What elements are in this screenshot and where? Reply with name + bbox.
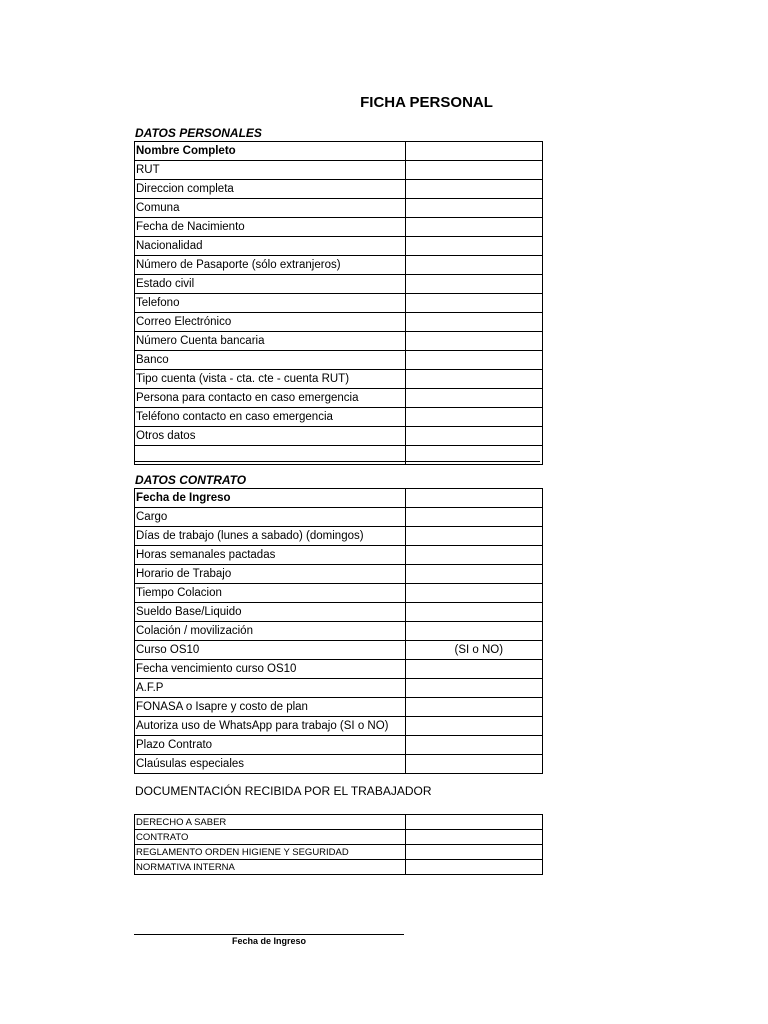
field-value[interactable] bbox=[406, 527, 543, 546]
table-row bbox=[135, 641, 543, 660]
field-label: Otros datos bbox=[135, 427, 406, 446]
field-label: Tipo cuenta (vista - cta. cte - cuenta RUT) bbox=[135, 370, 406, 389]
field-label: Cargo bbox=[135, 508, 406, 527]
table-row bbox=[135, 161, 543, 180]
table-row bbox=[135, 736, 543, 755]
field-value[interactable] bbox=[406, 294, 543, 313]
field-label: Número de Pasaporte (sólo extranjeros) bbox=[135, 256, 406, 275]
field-label: Nacionalidad bbox=[135, 237, 406, 256]
field-value[interactable] bbox=[406, 161, 543, 180]
field-label: Horas semanales pactadas bbox=[135, 546, 406, 565]
field-label: Nombre Completo bbox=[135, 142, 406, 161]
table-row bbox=[135, 408, 543, 427]
field-label: Claúsulas especiales bbox=[135, 755, 406, 774]
page-title: FICHA PERSONAL bbox=[360, 94, 493, 111]
table-row bbox=[135, 199, 543, 218]
table-row bbox=[135, 294, 543, 313]
table-row bbox=[135, 830, 543, 845]
document-check[interactable] bbox=[406, 815, 543, 830]
field-value[interactable] bbox=[406, 546, 543, 565]
divider bbox=[134, 461, 540, 462]
table-row bbox=[135, 256, 543, 275]
contract-section-heading: DATOS CONTRATO bbox=[135, 473, 247, 487]
signature-label: Fecha de Ingreso bbox=[231, 936, 307, 946]
personal-section-heading: DATOS PERSONALES bbox=[135, 126, 262, 140]
field-value[interactable] bbox=[406, 717, 543, 736]
field-value[interactable] bbox=[406, 508, 543, 527]
table-row bbox=[135, 313, 543, 332]
field-value[interactable] bbox=[406, 237, 543, 256]
field-label: Colación / movilización bbox=[135, 622, 406, 641]
field-label: A.F.P bbox=[135, 679, 406, 698]
document-check[interactable] bbox=[406, 845, 543, 860]
field-label: Telefono bbox=[135, 294, 406, 313]
field-label: Correo Electrónico bbox=[135, 313, 406, 332]
field-label: RUT bbox=[135, 161, 406, 180]
table-row bbox=[135, 508, 543, 527]
document-label: CONTRATO bbox=[135, 830, 406, 845]
field-value[interactable] bbox=[406, 370, 543, 389]
field-label: Autoriza uso de WhatsApp para trabajo (SI o NO) bbox=[135, 717, 406, 736]
table-row bbox=[135, 370, 543, 389]
field-value[interactable] bbox=[406, 660, 543, 679]
field-value[interactable] bbox=[406, 142, 543, 161]
field-label: FONASA o Isapre y costo de plan bbox=[135, 698, 406, 717]
field-value[interactable] bbox=[406, 565, 543, 584]
field-value[interactable] bbox=[406, 218, 543, 237]
table-row bbox=[135, 698, 543, 717]
field-value[interactable] bbox=[406, 736, 543, 755]
field-value[interactable] bbox=[406, 622, 543, 641]
field-label: Plazo Contrato bbox=[135, 736, 406, 755]
field-value[interactable] bbox=[406, 275, 543, 294]
table-row bbox=[135, 679, 543, 698]
document-check[interactable] bbox=[406, 860, 543, 875]
field-value[interactable] bbox=[406, 199, 543, 218]
field-label: Curso OS10 (SI o NO) bbox=[135, 641, 406, 660]
table-row bbox=[135, 427, 543, 446]
signature-line[interactable] bbox=[134, 934, 404, 935]
field-label: Comuna bbox=[135, 199, 406, 218]
field-label: Direccion completa bbox=[135, 180, 406, 199]
table-row bbox=[135, 142, 543, 161]
field-label: Estado civil bbox=[135, 275, 406, 294]
table-row bbox=[135, 717, 543, 736]
field-value[interactable] bbox=[406, 256, 543, 275]
field-label: Fecha vencimiento curso OS10 bbox=[135, 660, 406, 679]
table-row bbox=[135, 845, 543, 860]
table-row bbox=[135, 565, 543, 584]
field-value[interactable] bbox=[406, 351, 543, 370]
table-row bbox=[135, 546, 543, 565]
table-row bbox=[135, 351, 543, 370]
field-label: Teléfono contacto en caso emergencia bbox=[135, 408, 406, 427]
field-value[interactable] bbox=[406, 332, 543, 351]
table-row bbox=[135, 755, 543, 774]
table-row bbox=[135, 584, 543, 603]
table-row bbox=[135, 237, 543, 256]
personal-data-table bbox=[134, 141, 543, 465]
table-row bbox=[135, 660, 543, 679]
field-value[interactable] bbox=[406, 489, 543, 508]
field-value[interactable] bbox=[406, 603, 543, 622]
field-value[interactable] bbox=[406, 180, 543, 199]
table-row bbox=[135, 603, 543, 622]
field-label: Tiempo Colacion bbox=[135, 584, 406, 603]
field-label: Fecha de Nacimiento bbox=[135, 218, 406, 237]
field-value[interactable] bbox=[406, 698, 543, 717]
field-value[interactable] bbox=[406, 408, 543, 427]
field-value[interactable] bbox=[406, 679, 543, 698]
document-label: REGLAMENTO ORDEN HIGIENE Y SEGURIDAD bbox=[135, 845, 406, 860]
os10-label: Curso OS10 bbox=[136, 643, 200, 656]
field-label: Banco bbox=[135, 351, 406, 370]
table-row bbox=[135, 180, 543, 199]
table-row bbox=[135, 860, 543, 875]
table-row bbox=[135, 389, 543, 408]
contract-data-table bbox=[134, 488, 543, 774]
table-row bbox=[135, 489, 543, 508]
table-row bbox=[135, 527, 543, 546]
document-label: DERECHO A SABER bbox=[135, 815, 406, 830]
field-label: Número Cuenta bancaria bbox=[135, 332, 406, 351]
table-row bbox=[135, 815, 543, 830]
field-label: Horario de Trabajo bbox=[135, 565, 406, 584]
table-row bbox=[135, 332, 543, 351]
field-label: Fecha de Ingreso bbox=[135, 489, 406, 508]
field-value[interactable] bbox=[406, 427, 543, 446]
documents-table bbox=[134, 814, 543, 875]
field-value[interactable] bbox=[406, 313, 543, 332]
table-row bbox=[135, 622, 543, 641]
document-check[interactable] bbox=[406, 830, 543, 845]
field-value[interactable] bbox=[406, 584, 543, 603]
documents-heading: DOCUMENTACIÓN RECIBIDA POR EL TRABAJADOR bbox=[135, 784, 432, 798]
table-row bbox=[135, 218, 543, 237]
field-label: Persona para contacto en caso emergencia bbox=[135, 389, 406, 408]
table-row bbox=[135, 275, 543, 294]
field-label: Sueldo Base/Liquido bbox=[135, 603, 406, 622]
document-label: NORMATIVA INTERNA bbox=[135, 860, 406, 875]
field-value[interactable] bbox=[406, 389, 543, 408]
field-label: Días de trabajo (lunes a sabado) (domingos) bbox=[135, 527, 406, 546]
field-value[interactable] bbox=[406, 755, 543, 774]
